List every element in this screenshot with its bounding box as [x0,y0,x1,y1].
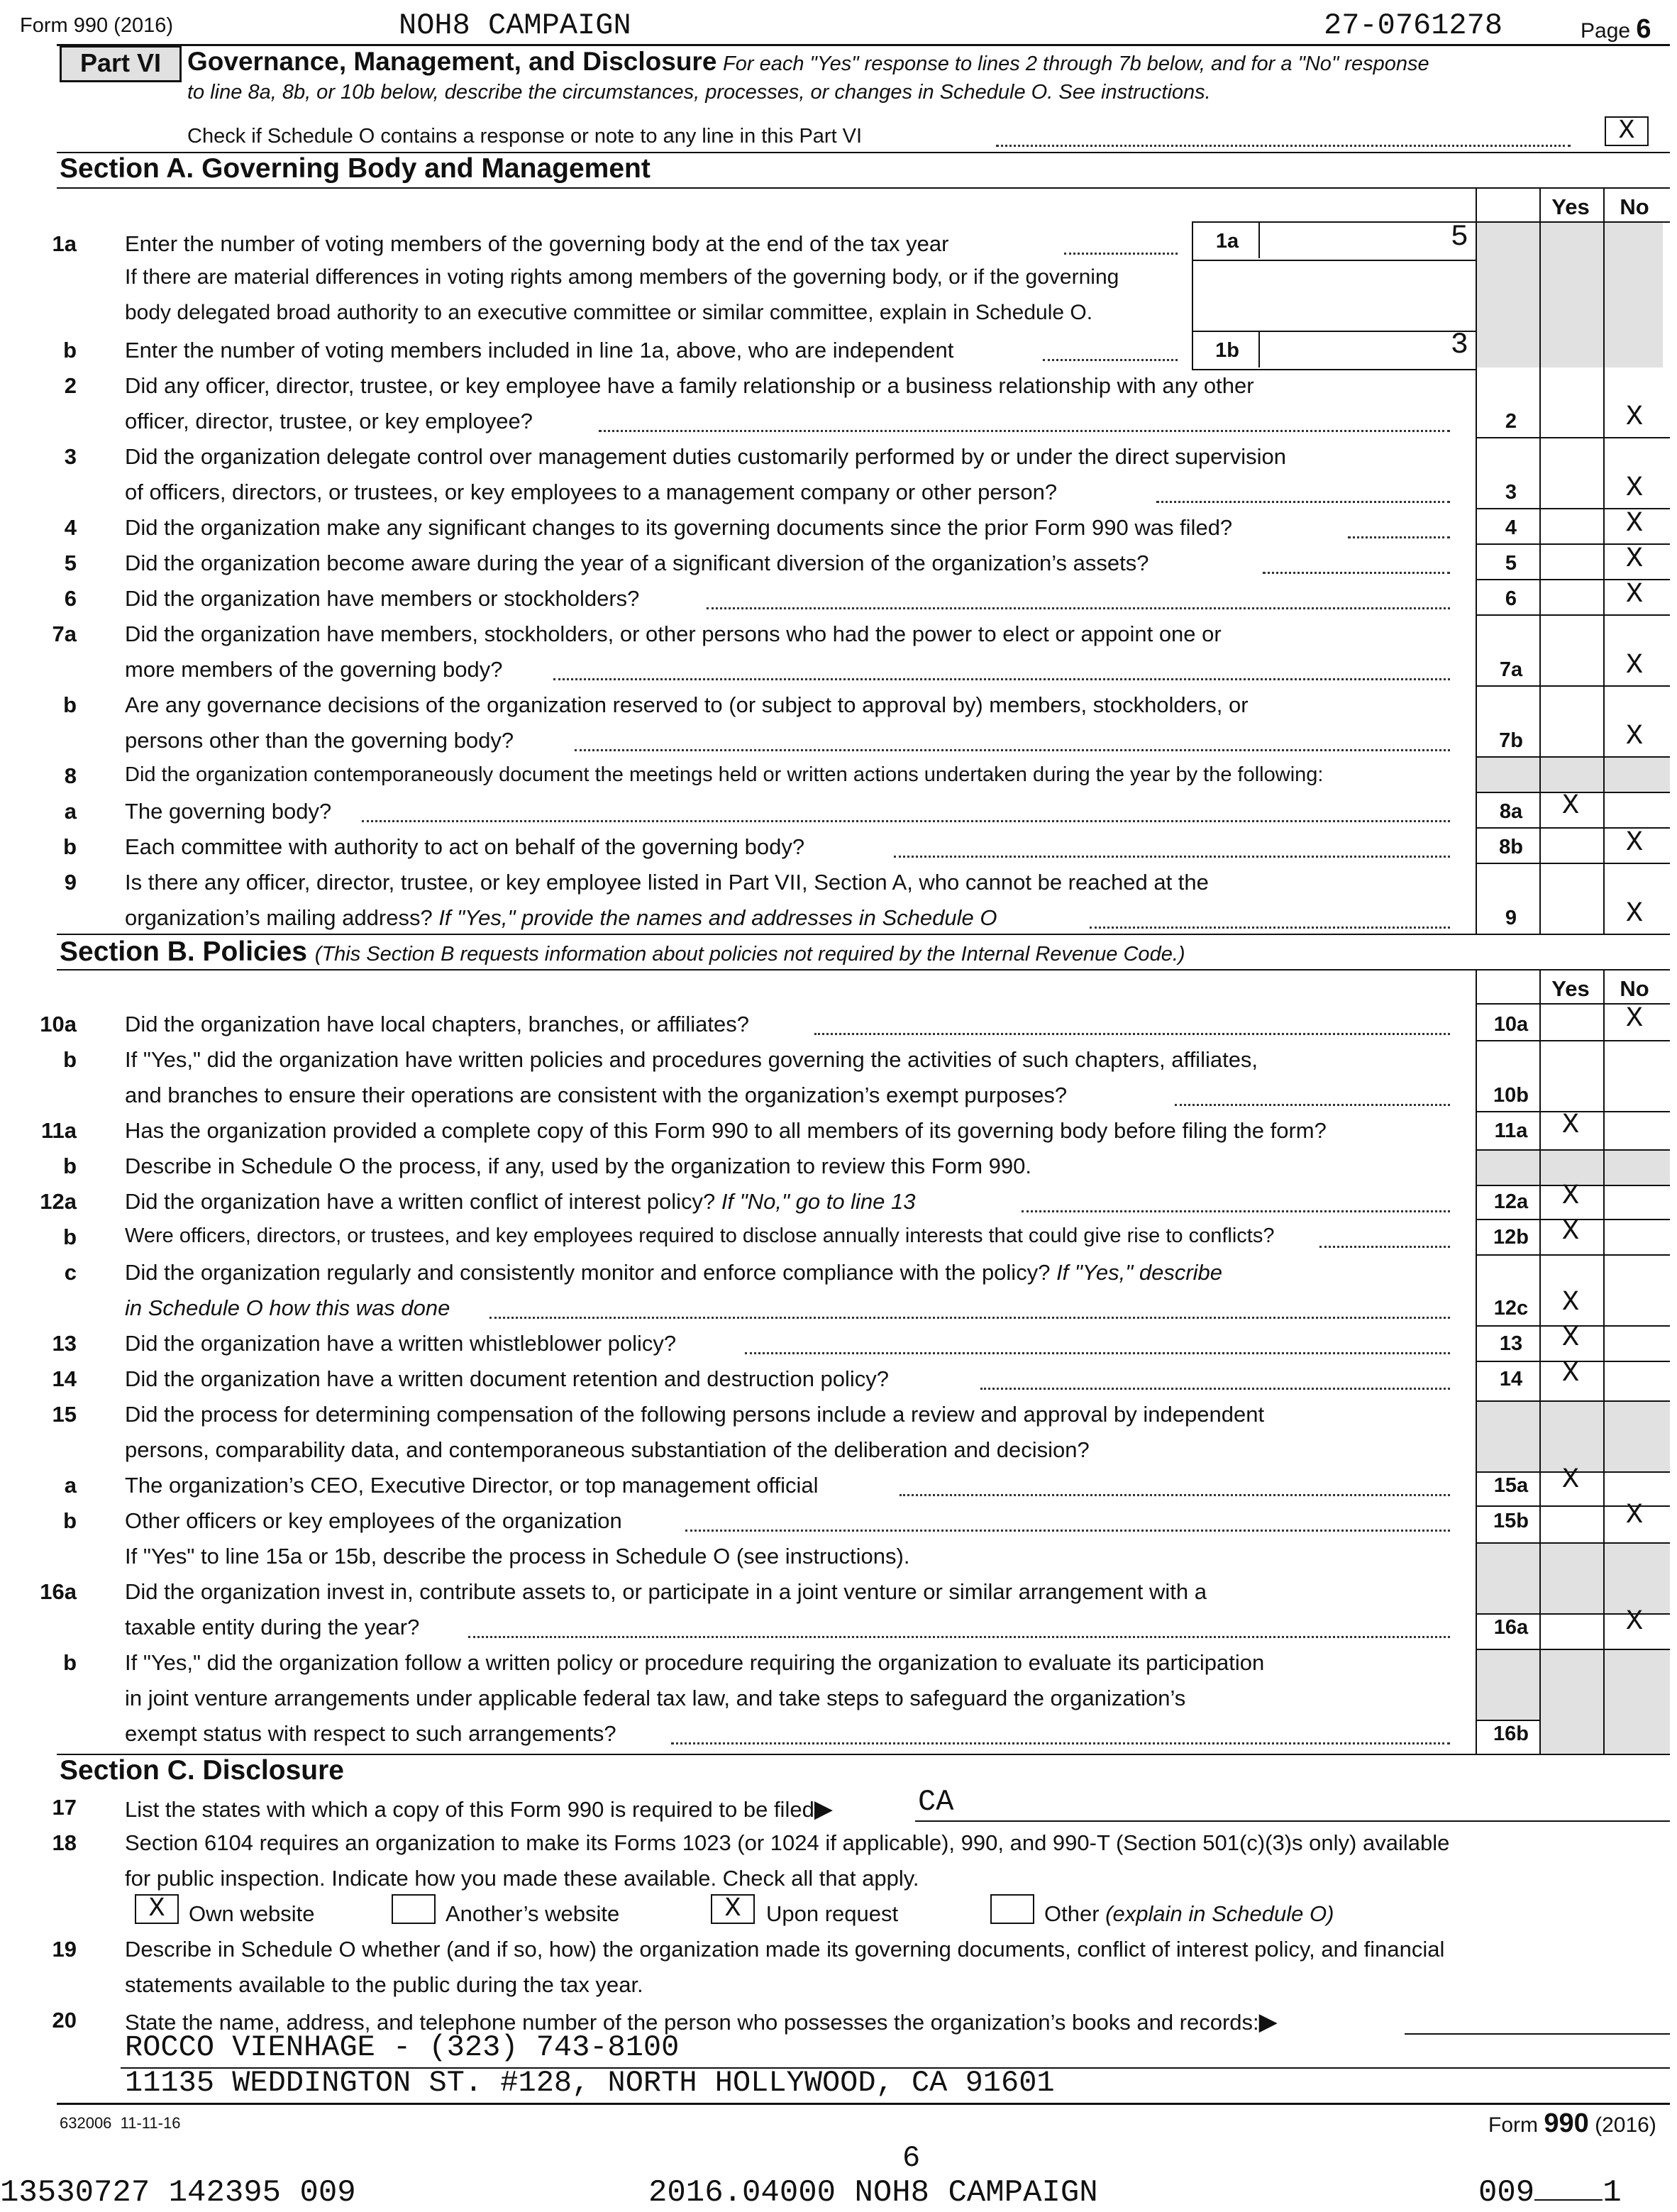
line-num: 10a [40,1012,77,1036]
ref-16a: 16a [1493,1616,1529,1639]
line-12b-yes[interactable]: X [1561,1216,1579,1248]
value-1b: 3 [1450,328,1468,362]
line-num: 14 [52,1366,77,1391]
line-num: 12a [40,1189,77,1214]
line-num: 9 [64,870,77,895]
shade-1a-yes [1477,221,1663,367]
line-12c-text-1 [125,1260,1222,1285]
line-4-text: Did the organization make any significant changes to its governing documents since the prior Form 990 was filed? [125,515,1233,540]
arrow-right-icon: ▶ [814,1796,833,1823]
dots [814,1033,1450,1035]
footer-page-number: 6 [902,2141,921,2175]
line-16a-text-2: taxable entity during the year? [125,1615,420,1639]
dots [685,1530,1450,1532]
line-7a-no[interactable]: X [1625,650,1643,682]
line-16a-text-1: Did the organization invest in, contribute assets to, or participate in a joint venture or similar arrangement with a [125,1579,1207,1604]
dots [1022,1210,1450,1212]
ref-4: 4 [1505,516,1517,539]
row-rule [1476,1040,1670,1041]
line-num: b [63,1650,77,1675]
line-num: a [64,1473,77,1498]
line-2-no[interactable]: X [1625,402,1643,433]
line-9-text-2b: If "Yes," provide the names and addresses in Schedule O [438,905,997,930]
part-title-text: Governance, Management, and Disclosure [187,47,717,76]
line-num: b [63,1154,77,1178]
line-18-text-1: Section 6104 requires an organization to make its Forms 1023 (or 1024 if applicable), 990, and 990-T (Section 501(c)(3)s only) available [125,1830,1450,1855]
line-15-note: If "Yes" to line 15a or 15b, describe the process in Schedule O (see instructions). [125,1544,910,1569]
ref-15a: 15a [1493,1474,1529,1497]
line-num: 16a [40,1579,77,1604]
ref-7b: 7b [1499,729,1523,752]
dots [1175,1104,1450,1106]
shade-15 [1477,1402,1670,1471]
ref-13: 13 [1499,1332,1523,1355]
ref-15b: 15b [1493,1510,1529,1532]
row-rule [1476,685,1670,687]
dots [707,607,1450,609]
grid-ref-left [1476,187,1477,935]
line-16b-text-3: exempt status with respect to such arrangements? [125,1721,616,1746]
section-b-bottom-rule [57,969,1670,970]
footer-form-year: (2016) [1595,2113,1656,2137]
dots [1064,253,1178,255]
line-14-text: Did the organization have a written document retention and destruction policy? [125,1366,890,1391]
form-code: 632006 11-11-16 [60,2114,181,2132]
line-7b-text-1: Are any governance decisions of the organization reserved to (or subject to approval by) members, stockholders, or [125,692,1249,717]
section-a-bottom-rule [57,187,1670,189]
schedule-o-checkbox[interactable]: X [1605,116,1649,146]
line-num: 3 [64,444,77,469]
dots [1319,1246,1450,1248]
line-14-yes[interactable]: X [1561,1358,1579,1390]
dots [362,820,1450,822]
page-label [1581,14,1651,45]
line-num: 6 [64,586,77,611]
line-num: b [63,338,77,363]
line-3-text-2: of officers, directors, or trustees, or key employees to a management company or other person? [125,480,1058,504]
shade-15note [1477,1544,1670,1613]
ein: 27-0761278 [1324,9,1503,43]
form-bottom-rule [57,2103,1670,2105]
line-9-no[interactable]: X [1625,898,1643,930]
line-num: 11a [40,1118,77,1143]
line-num: b [63,1224,77,1249]
dots [1043,359,1178,361]
ref-8b: 8b [1499,836,1523,858]
upon-request-checkbox[interactable]: X [711,1894,755,1924]
ref-9: 9 [1505,907,1517,929]
line-15a-text: The organization’s CEO, Executive Director, or top management official [125,1473,819,1498]
line-num: a [64,799,77,824]
ref-1b: 1b [1215,339,1239,362]
line-7a-text-1: Did the organization have members, stockholders, or other persons who had the power to elect or appoint one or [125,621,1222,646]
line-num: b [63,1508,77,1533]
line-2-text-1: Did any officer, director, trustee, or key employee have a family relationship or a business relationship with any other [125,373,1254,398]
line-6-no[interactable]: X [1625,579,1643,611]
shade-16b-ref [1477,1650,1541,1720]
line-1a-text: Enter the number of voting members of the governing body at the end of the tax year [125,231,949,256]
line-num: 19 [52,1937,77,1962]
line-12c-text-2: in Schedule O how this was done [125,1295,450,1320]
row-rule [1476,614,1670,616]
line-9-text-1: Is there any officer, director, trustee, or key employee listed in Part VII, Section A, who cannot be reached at the [125,870,1209,895]
ref-11a: 11a [1494,1119,1528,1142]
line-20-text-main: State the name, address, and telephone number of the person who possesses the organization’s books and records: [125,2010,1259,2035]
line-12b-text: Were officers, directors, or trustees, and key employees required to disclose annually interests that could give rise to conflicts? [125,1224,1275,1247]
dots [1090,927,1450,929]
footer-batch-right-a: 009 [1478,2175,1535,2211]
row-rule [1476,1542,1670,1544]
ref-7a: 7a [1499,658,1523,681]
line-num: 7a [52,621,77,646]
box-1a-divider [1258,221,1260,258]
line-12a-text [125,1189,916,1215]
line-num: 4 [64,515,77,540]
dots [468,1636,1450,1638]
line-10a-no[interactable]: X [1625,1003,1643,1035]
line-1a-note-2: body delegated broad authority to an executive committee or similar committee, explain in Schedule O. [125,301,1093,324]
line-12a-yes[interactable]: X [1561,1180,1579,1212]
footer-form-number: 990 [1544,2108,1589,2138]
shade-16b [1541,1650,1670,1754]
row-rule [1476,1149,1670,1151]
line-num: 8 [64,763,77,788]
ref-2: 2 [1505,410,1517,433]
line-8a-yes[interactable]: X [1561,790,1579,822]
grid-hdr-rule-a [1476,221,1670,223]
ref-10a: 10a [1493,1013,1529,1036]
records-keeper-line-1[interactable]: ROCCO VIENHAGE - (323) 743-8100 [125,2030,680,2064]
line-11b-text: Describe in Schedule O the process, if any, used by the organization to review this Form 990. [125,1154,1031,1178]
line-7a-text-2: more members of the governing body? [125,657,503,682]
ref-8a: 8a [1499,800,1523,823]
line-12a-text-italic: If "No," go to line 13 [721,1189,916,1214]
part-title [187,47,1429,77]
ref-12b: 12b [1493,1226,1529,1249]
dots [745,1352,1450,1354]
own-website-label: Own website [189,1901,315,1926]
line-9-text-2a: organization’s mailing address? [125,905,433,930]
ref-5: 5 [1505,552,1517,575]
line-3-no[interactable]: X [1625,472,1643,504]
line-num: c [64,1260,77,1285]
dots [599,430,1450,432]
records-keeper-line-2[interactable]: 11135 WEDDINGTON ST. #128, NORTH HOLLYWOOD, CA 91601 [125,2066,1055,2100]
line-17-text [125,1795,833,1823]
line-2-text-2: officer, director, trustee, or key employee? [125,409,533,433]
line-15b-no[interactable]: X [1625,1500,1643,1532]
dots [1348,536,1450,538]
line-1a-note-1: If there are material differences in voting rights among members of the governing body, or if the governing [125,265,1119,289]
row-rule [1476,437,1670,438]
ref-1a: 1a [1215,230,1239,253]
line-6-text: Did the organization have members or stockholders? [125,586,640,611]
line-15a-yes[interactable]: X [1561,1464,1579,1496]
footer-batch-right [1478,2175,1622,2211]
line-7b-text-2: persons other than the governing body? [125,728,514,753]
line-7b-no[interactable]: X [1625,721,1643,753]
line-10b-text-1: If "Yes," did the organization have written policies and procedures governing the activities of such chapters, affiliates, [125,1047,1258,1072]
line-12c-yes[interactable]: X [1561,1287,1579,1319]
row-rule [1476,756,1670,758]
line-num: 15 [52,1402,77,1427]
col-no-a: No [1620,194,1649,219]
line-num: b [63,834,77,859]
col-yes-a: Yes [1551,194,1590,219]
part-instructions-1: For each "Yes" response to lines 2 through 7b below, and for a "No" response [723,52,1429,75]
part-instructions-2: to line 8a, 8b, or 10b below, describe the circumstances, processes, or changes in Schedule O. See instructions. [187,81,1211,104]
other-label-note: (explain in Schedule O) [1105,1901,1334,1926]
line-13-yes[interactable]: X [1561,1322,1579,1354]
line-5-no[interactable]: X [1625,543,1643,575]
ref-3: 3 [1505,481,1517,504]
dots [1156,501,1450,503]
ref-14: 14 [1499,1368,1523,1390]
footer-batch-right-b: 1 [1603,2175,1622,2211]
row-rule [1476,1720,1541,1721]
dots [671,1742,1450,1744]
other-label [1044,1901,1334,1927]
shade-10b-11b [1477,1151,1670,1185]
page-label-text: Page [1581,19,1631,43]
line-15b-text: Other officers or key employees of the organization [125,1508,622,1533]
footer-batch-center: 2016.04000 NOH8 CAMPAIGN [648,2175,1098,2211]
line-18-text-2: for public inspection. Indicate how you made these available. Check all that apply. [125,1866,919,1891]
line-19-text-1: Describe in Schedule O whether (and if so, how) the organization made its governing documents, conflict of interest policy, and financial [125,1937,1445,1962]
line-num: 20 [52,2008,77,2033]
section-b-subtitle: (This Section B requests information about policies not required by the Internal Revenue Code.) [314,943,1185,966]
dots [900,1494,1450,1496]
row-rule [1476,863,1670,864]
value-1a: 5 [1450,220,1468,254]
line-5-text: Did the organization become aware during the year of a significant diversion of the organization’s assets? [125,551,1149,575]
line-num: 13 [52,1331,77,1356]
line-3-text-1: Did the organization delegate control over management duties customarily performed by or under the direct supervision [125,444,1286,469]
line-20-underline-0 [1405,2033,1670,2035]
line-10b-text-2: and branches to ensure their operations are consistent with the organization’s exempt purposes? [125,1083,1068,1107]
footer-batch-left: 13530727 142395 009 [0,2175,356,2211]
box-1b-divider [1258,331,1260,367]
line-13-text: Did the organization have a written whistleblower policy? [125,1331,677,1356]
line-16a-no[interactable]: X [1625,1606,1643,1638]
line-11a-text: Has the organization provided a complete copy of this Form 990 to all members of its governing body before filing the form? [125,1118,1327,1143]
dots [996,145,1571,147]
org-name: NOH8 CAMPAIGN [399,9,631,43]
line-16b-text-2: in joint venture arrangements under applicable federal tax law, and take steps to safeguard the organization’s [125,1686,1186,1710]
section-b-title-text: Section B. Policies [60,936,307,967]
line-8b-no[interactable]: X [1625,827,1643,859]
line-num: b [63,692,77,717]
another-website-label: Another’s website [445,1901,620,1926]
col-no-b: No [1620,976,1649,1001]
part-badge: Part VI [60,45,182,82]
col-yes-b: Yes [1551,976,1590,1001]
line-15-text-2: persons, comparability data, and contemporaneous substantiation of the deliberation and decision? [125,1437,1090,1462]
line-8b-text: Each committee with authority to act on behalf of the governing body? [125,834,805,859]
dots [489,1317,1450,1319]
line-num: 17 [52,1795,77,1820]
row-rule [1476,1400,1670,1402]
line-8a-text: The governing body? [125,799,332,824]
line-num: b [63,1047,77,1072]
own-website-checkbox[interactable]: X [135,1894,179,1924]
line-17-states[interactable]: CA [918,1785,954,1819]
line-num: 5 [64,551,77,575]
line-17-text-main: List the states with which a copy of this Form 990 is required to be filed [125,1797,814,1822]
line-9-text-2 [125,905,997,931]
line-15-text-1: Did the process for determining compensation of the following persons include a review and approval by independent [125,1402,1265,1427]
dots [894,856,1450,858]
line-num: 18 [52,1830,77,1855]
dots [575,749,1450,751]
line-17-underline [915,1820,1670,1822]
line-12c-text-main: Did the organization regularly and consistently monitor and enforce compliance with the policy? [125,1260,1051,1285]
line-8-text: Did the organization contemporaneously document the meetings held or written actions undertaken during the year by the following: [125,763,1324,786]
line-1b-text: Enter the number of voting members included in line 1a, above, who are independent [125,338,954,363]
dots [553,678,1450,680]
page-number: 6 [1636,14,1651,44]
line-12c-text-italic: If "Yes," describe [1056,1260,1223,1285]
line-19-text-2: statements available to the public during the tax year. [125,1972,643,1997]
other-label-text: Other [1044,1901,1100,1926]
another-website-checkbox[interactable] [392,1894,436,1924]
schedule-o-text: Check if Schedule O contains a response or note to any line in this Part VI [187,125,863,148]
row-rule [1476,1649,1670,1650]
line-16b-text-1: If "Yes," did the organization follow a written policy or procedure requiring the organization to evaluate its participation [125,1650,1265,1675]
line-4-no[interactable]: X [1625,508,1643,540]
ref-10b: 10b [1493,1084,1529,1107]
line-12a-text-main: Did the organization have a written conflict of interest policy? [125,1189,716,1214]
section-c-title: Section C. Disclosure [60,1755,344,1786]
upon-request-label: Upon request [766,1901,899,1926]
line-11a-yes[interactable]: X [1561,1110,1579,1141]
ref-16b: 16b [1493,1722,1529,1745]
ref-6: 6 [1505,587,1517,610]
section-a-title: Section A. Governing Body and Management [60,153,651,184]
arrow-right-icon: ▶ [1258,2008,1278,2035]
ref-12a: 12a [1493,1190,1529,1213]
dots [980,1388,1450,1390]
footer-form-prefix: Form [1488,2113,1538,2137]
shade-8 [1477,756,1670,792]
section-b-top-rule [57,934,1670,935]
form-label: Form 990 (2016) [20,14,173,37]
dots [1263,572,1450,574]
footer-form-label [1488,2108,1656,2139]
section-b-title [60,936,1185,968]
ref-12c: 12c [1493,1297,1529,1320]
header-rule [57,44,1670,46]
line-num: 2 [64,373,77,398]
line-10a-text: Did the organization have local chapters, branches, or affiliates? [125,1012,750,1036]
line-num: 1a [52,231,77,256]
row-rule [1476,1254,1670,1256]
other-checkbox[interactable] [990,1894,1034,1924]
